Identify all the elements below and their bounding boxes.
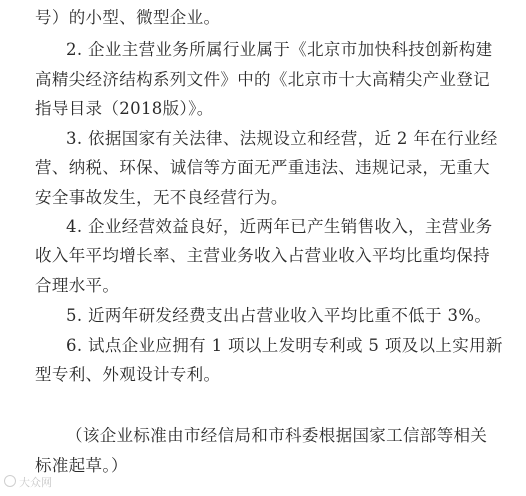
text-line: 高精尖经济结构系列文件》中的《北京市十大高精尖产业登记 — [35, 70, 490, 89]
watermark-text: 大众网 — [19, 476, 52, 489]
text-line: 合理水平。 — [35, 276, 120, 295]
text-line: 6. 试点企业应拥有 1 项以上发明专利或 5 项及以上实用新 — [66, 336, 503, 355]
text-line: 指导目录（2018版）》。 — [35, 99, 214, 118]
text-line: 安全事故发生，无不良经营行为。 — [35, 188, 288, 207]
text-line: （该企业标准由市经信局和市科委根据国家工信部等相关 — [66, 426, 488, 445]
text-line: 营、纳税、环保、诚信等方面无严重违法、违规记录，无重大 — [35, 158, 490, 177]
text-line: 5. 近两年研发经费支出占营业收入平均比重不低于 3%。 — [66, 306, 492, 325]
text-line: 4. 企业经营效益良好，近两年已产生销售收入，主营业务 — [66, 217, 493, 236]
text-line: 型专利、外观设计专利。 — [35, 365, 221, 384]
text-line: 2. 企业主营业务所属行业属于《北京市加快科技创新构建 — [66, 40, 493, 59]
weibo-icon — [4, 475, 16, 487]
watermark — [4, 474, 52, 490]
text-line: 标准起草。） — [35, 456, 128, 475]
text-line: 3. 依据国家有关法律、法规设立和经营，近 2 年在行业经 — [66, 129, 498, 148]
text-line: 号）的小型、微型企业。 — [35, 8, 221, 27]
text-line: 收入年平均增长率、主营业务收入占营业收入平均比重均保持 — [35, 246, 490, 265]
